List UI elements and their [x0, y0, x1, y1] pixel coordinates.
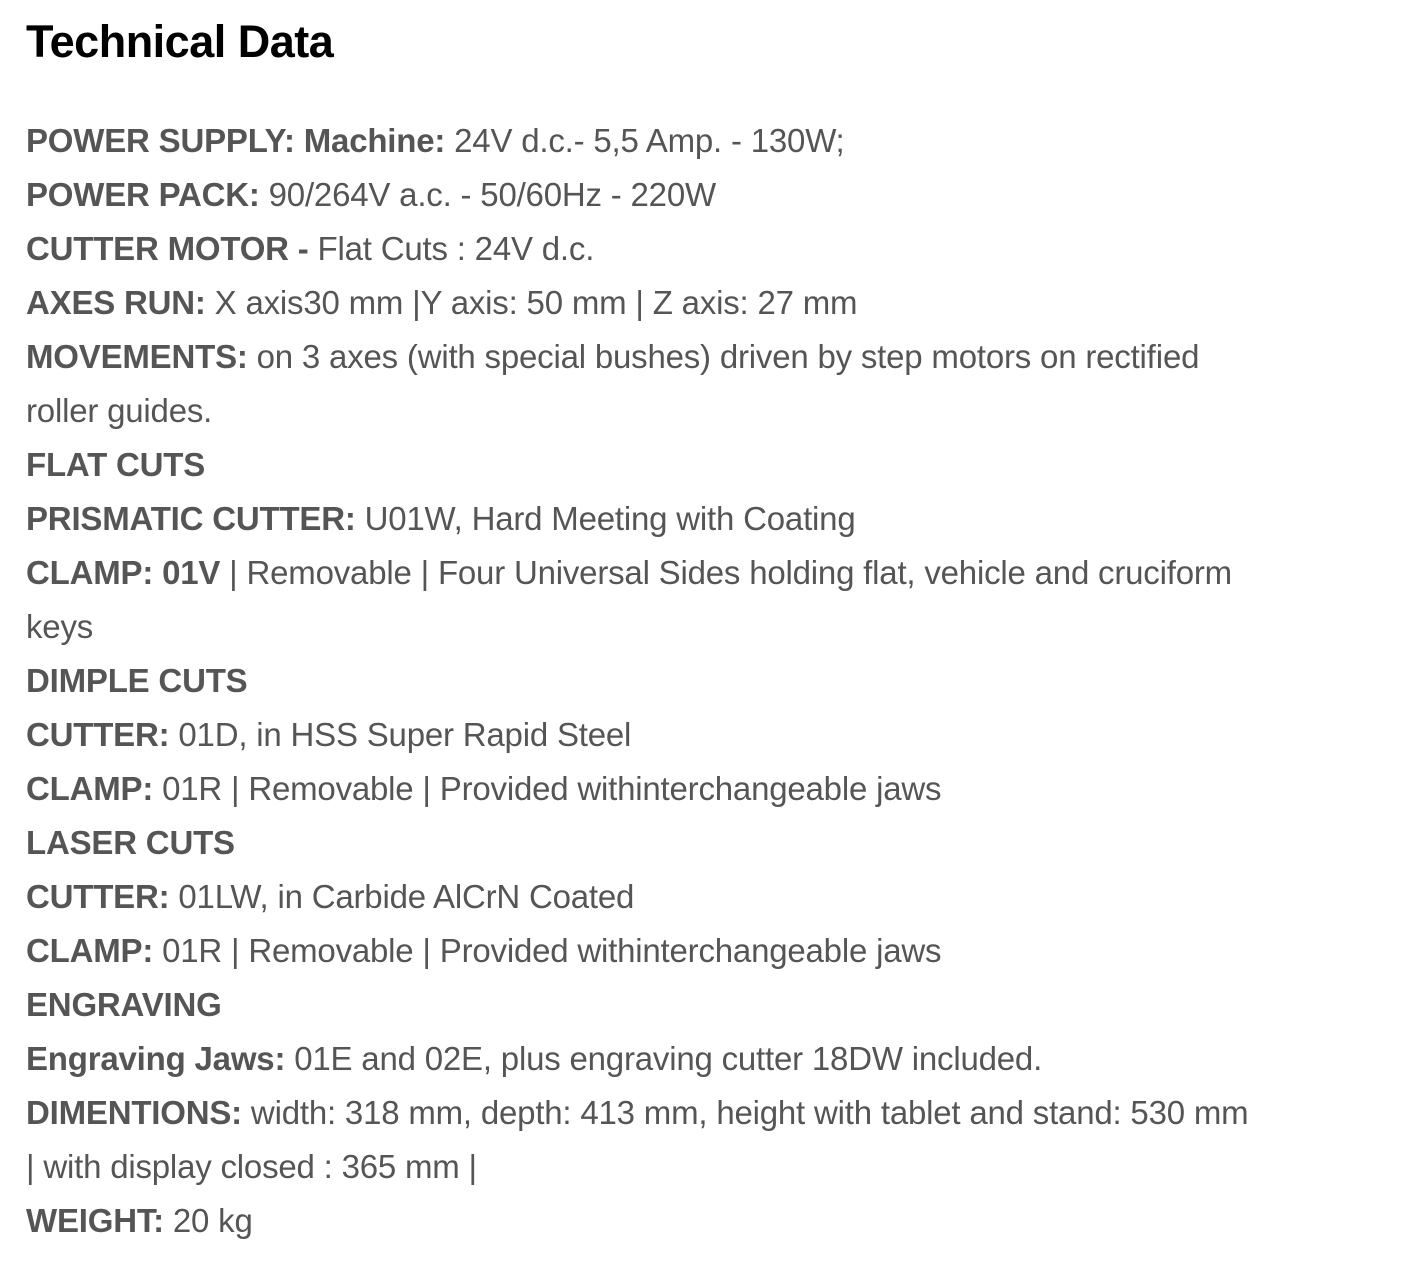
spec-weight	[26, 1194, 1386, 1248]
spec-dimentions-continued	[26, 1140, 1386, 1194]
spec-laser-cutter	[26, 870, 1386, 924]
spec-movements-continued	[26, 384, 1386, 438]
spec-value: U01W, Hard Meeting with Coating	[355, 500, 856, 537]
spec-heading: LASER CUTS	[26, 824, 235, 861]
heading-flat-cuts	[26, 438, 1386, 492]
spec-laser-clamp	[26, 924, 1386, 978]
spec-label: Engraving Jaws:	[26, 1040, 286, 1077]
spec-movements	[26, 330, 1386, 384]
spec-label: POWER PACK:	[26, 176, 260, 213]
spec-label: CUTTER:	[26, 716, 170, 753]
heading-laser-cuts	[26, 816, 1386, 870]
spec-dimentions	[26, 1086, 1386, 1140]
spec-power-supply	[26, 114, 1386, 168]
spec-value: roller guides.	[26, 392, 213, 429]
spec-label: CUTTER MOTOR -	[26, 230, 309, 267]
spec-value: 90/264V a.c. - 50/60Hz - 220W	[259, 176, 716, 213]
spec-value: 01R | Removable | Provided withinterchangeable jaws	[153, 770, 942, 807]
spec-cutter-motor	[26, 222, 1386, 276]
spec-value: 24V d.c.- 5,5 Amp. - 130W;	[445, 122, 845, 159]
spec-label: DIMENTIONS:	[26, 1094, 242, 1131]
spec-label: PRISMATIC CUTTER:	[26, 500, 356, 537]
spec-power-pack	[26, 168, 1386, 222]
spec-value: 20 kg	[163, 1202, 253, 1239]
spec-axes-run	[26, 276, 1386, 330]
spec-value: X axis30 mm |Y axis: 50 mm | Z axis: 27 mm	[205, 284, 858, 321]
spec-label: WEIGHT:	[26, 1202, 164, 1239]
spec-value: 01R | Removable | Provided withinterchangeable jaws	[153, 932, 942, 969]
spec-value: width: 318 mm, depth: 413 mm, height with tablet and stand: 530 mm	[241, 1094, 1249, 1131]
spec-list	[26, 114, 1386, 1248]
spec-value: 01D, in HSS Super Rapid Steel	[169, 716, 632, 753]
spec-value: Flat Cuts : 24V d.c.	[308, 230, 595, 267]
spec-clamp-01v-continued	[26, 600, 1386, 654]
spec-value: 01LW, in Carbide AlCrN Coated	[169, 878, 635, 915]
spec-value: | Removable | Four Universal Sides holding flat, vehicle and cruciform	[220, 554, 1232, 591]
spec-value: keys	[26, 608, 94, 645]
spec-dimple-clamp	[26, 762, 1386, 816]
heading-dimple-cuts	[26, 654, 1386, 708]
spec-dimple-cutter	[26, 708, 1386, 762]
spec-label: POWER SUPPLY: Machine:	[26, 122, 446, 159]
spec-label: CLAMP:	[26, 932, 154, 969]
spec-label: MOVEMENTS:	[26, 338, 248, 375]
spec-heading: FLAT CUTS	[26, 446, 206, 483]
spec-label: CUTTER:	[26, 878, 170, 915]
spec-heading: DIMPLE CUTS	[26, 662, 248, 699]
spec-value: | with display closed : 365 mm |	[26, 1148, 477, 1185]
heading-engraving	[26, 978, 1386, 1032]
spec-engraving-jaws	[26, 1032, 1386, 1086]
section-title: Technical Data	[26, 16, 334, 67]
spec-value: 01E and 02E, plus engraving cutter 18DW included.	[285, 1040, 1043, 1077]
spec-heading: ENGRAVING	[26, 986, 222, 1023]
spec-label: CLAMP: 01V	[26, 554, 221, 591]
spec-label: CLAMP:	[26, 770, 154, 807]
spec-prismatic-cutter	[26, 492, 1386, 546]
spec-clamp-01v	[26, 546, 1386, 600]
spec-value: on 3 axes (with special bushes) driven by step motors on rectiﬁed	[247, 338, 1200, 375]
spec-label: AXES RUN:	[26, 284, 206, 321]
